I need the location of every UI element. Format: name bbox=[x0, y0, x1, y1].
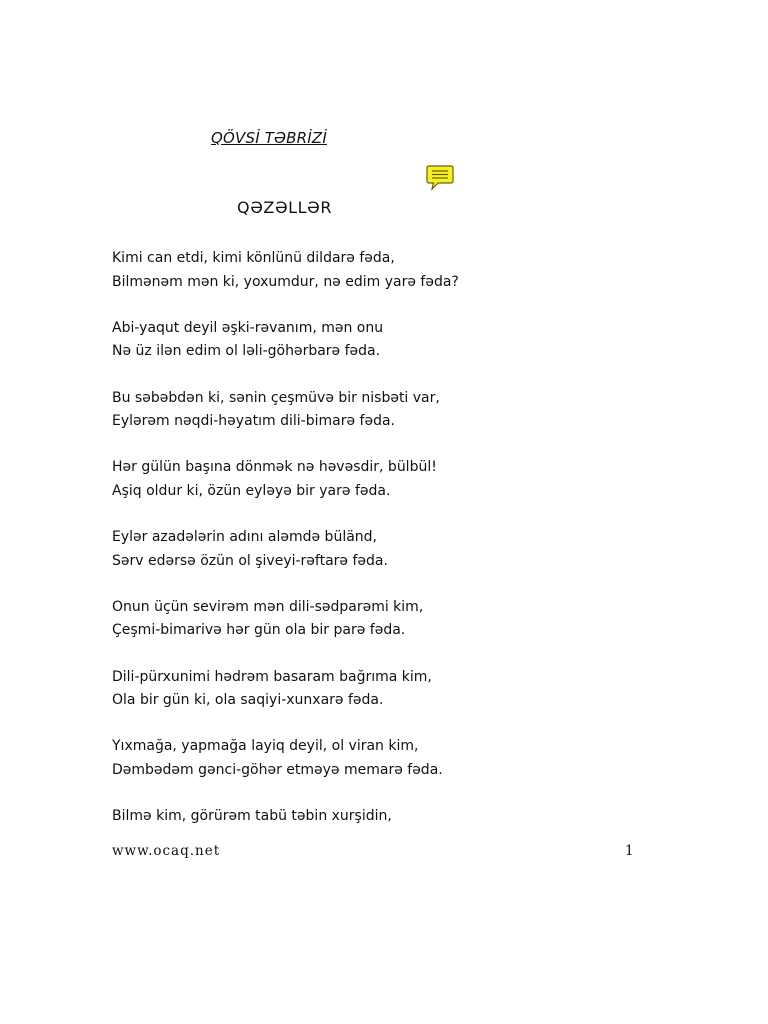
author-title: QÖVSİ TƏBRİZİ bbox=[211, 129, 327, 147]
poem-line: Hər gülün başına dönmək nə həvəsdir, bülbül! bbox=[112, 459, 437, 476]
poem-line: Eylər azadələrin adını aləmdə büländ, bbox=[112, 529, 377, 545]
poem-line: Abi-yaqut deyil əşki-rəvanım, mən onu bbox=[112, 319, 384, 336]
poem-line: Ola bir gün ki, ola saqiyi-xunxarə fəda. bbox=[112, 692, 384, 708]
poem-line: Kimi can etdi, kimi könlünü dildarə fəda, bbox=[112, 250, 395, 266]
section-title: QƏZƏLLƏR bbox=[237, 198, 333, 217]
footer-url: www.ocaq.net bbox=[112, 843, 221, 859]
page-number: 1 bbox=[625, 843, 634, 859]
poem-line: Bilmənəm mən ki, yoxumdur, nə edim yarə fəda? bbox=[112, 273, 459, 290]
stanza bbox=[112, 596, 672, 666]
stanza bbox=[112, 735, 672, 805]
stanza bbox=[112, 456, 672, 526]
poem-line: Dili-pürxunimi hədrəm basaram bağrıma kim, bbox=[112, 668, 432, 685]
poem-line: Dəmbədəm gənci-göhər etməyə memarə fəda. bbox=[112, 761, 443, 778]
poem bbox=[112, 247, 672, 875]
stanza bbox=[112, 805, 672, 875]
stanza bbox=[112, 666, 672, 736]
stanza bbox=[112, 317, 672, 387]
poem-line: Onun üçün sevirəm mən dili-sədparəmi kim, bbox=[112, 598, 424, 615]
comment-icon[interactable] bbox=[426, 165, 454, 191]
poem-line: Yıxmağa, yapmağa layiq deyil, ol viran kim, bbox=[112, 738, 419, 755]
poem-line: Eylərəm nəqdi-həyatım dili-bimarə fəda. bbox=[112, 413, 395, 429]
poem-line: Bu səbəbdən ki, sənin çeşmüvə bir nisbəti var, bbox=[112, 389, 440, 406]
poem-line: Bilmə kim, görürəm tabü təbin xurşidin, bbox=[112, 808, 392, 824]
stanza bbox=[112, 387, 672, 457]
poem-line: Çeşmi-bimarivə hər gün ola bir parə fəda. bbox=[112, 622, 406, 639]
stanza bbox=[112, 526, 672, 596]
stanza bbox=[112, 247, 672, 317]
poem-line: Nə üz ilən edim ol ləli-göhərbarə fəda. bbox=[112, 343, 381, 360]
poem-line: Aşiq oldur ki, özün eyləyə bir yarə fəda. bbox=[112, 482, 391, 499]
poem-line: Sərv edərsə özün ol şiveyi-rəftarə fəda. bbox=[112, 552, 388, 569]
